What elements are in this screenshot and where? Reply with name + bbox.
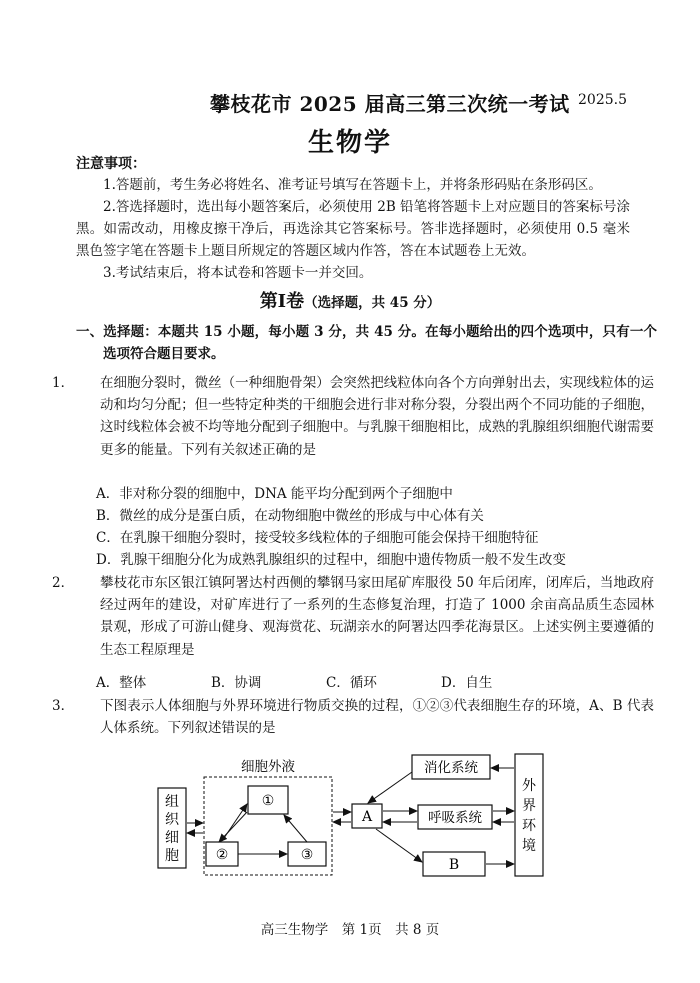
question-stem: 在细胞分裂时，微丝（一种细胞骨架）会突然把线粒体向各个方向弹射出去，实现线粒体的运动和均匀分配；但一些特定种类的干细胞会进行非对称分裂，分裂出两个不同功能的子细胞，这时线粒体会被不均等地分配到子细胞中。与乳腺干细胞相比，成熟的乳腺组织细胞代谢需要更多的能量。下列有关叙述正确的是 — [100, 375, 654, 458]
subject-title: 生物学 — [307, 128, 392, 158]
node-2-label: ② — [215, 847, 229, 863]
q1-option-c: C．在乳腺干细胞分裂时，接受较多线粒体的子细胞可能会保持干细胞特征 — [96, 530, 539, 546]
section-subtitle: （选择题，共 45 分） — [304, 295, 441, 311]
question-stem: 攀枝花市东区银江镇阿署达村西侧的攀钢马家田尾矿库服役 50 年后闭库，闭库后，当地政府经过两年的建设，对矿库进行了一系列的生态修复治理，打造了 1000 余亩高品质生态园林景观，形成了可游山健身、观海赏花、玩湖亲水的阿署达四季花海景区。上述实例主要遵循的生态工程原理是 — [100, 575, 654, 658]
environment-char-4: 境 — [522, 838, 536, 854]
arrow-3-to-1 — [284, 815, 307, 842]
question-number: 3． — [52, 698, 75, 714]
exam-date: 2025.5 — [578, 92, 627, 108]
environment-char-2: 界 — [522, 798, 536, 814]
page-footer: 高三生物学 第 1页 共 8 页 — [260, 922, 440, 938]
environment-char-3: 环 — [522, 818, 536, 834]
arrow-a-to-b — [376, 829, 422, 862]
node-a-label: A — [361, 809, 373, 825]
q1-option-d: D．乳腺干细胞分化为成熟乳腺组织的过程中，细胞中遗传物质一般不发生改变 — [96, 552, 566, 568]
node-b-label: B — [448, 857, 460, 873]
exam-title: 攀枝花市 2025 届高三第三次统一考试 — [210, 92, 570, 116]
tissue-cell-char-3: 细 — [165, 830, 179, 846]
question-number: 1． — [52, 375, 75, 391]
q1-option-a: A．非对称分裂的细胞中，DNA 能平均分配到两个子细胞中 — [96, 486, 453, 502]
notice-item-3: 3.考试结束后，将本试卷和答题卡一并交回。 — [103, 265, 373, 281]
q2-option-a: A．整体 — [96, 675, 147, 691]
notice-item-1: 1.答题前，考生务必将姓名、准考证号填写在答题卡上，并将条形码贴在条形码区。 — [103, 177, 602, 193]
notice-heading: 注意事项： — [76, 156, 146, 172]
environment-box — [515, 754, 543, 876]
tissue-cell-char-2: 织 — [165, 812, 179, 828]
node-3-label: ③ — [300, 847, 314, 863]
tissue-cell-char-4: 胞 — [165, 848, 179, 864]
section-instruction: 一、选择题：本题共 15 小题，每小题 3 分，共 45 分。在每小题给出的四个选项中，只有一个选项符合题目要求。 — [76, 324, 657, 363]
q1-option-b: B．微丝的成分是蛋白质，在动物细胞中微丝的形成与中心体有关 — [96, 508, 484, 524]
question-stem: 下图表示人体细胞与外界环境进行物质交换的过程，①②③代表细胞生存的环境，A、B 代表人体系统。下列叙述错误的是 — [100, 698, 654, 737]
respiratory-label: 呼吸系统 — [428, 810, 482, 826]
q2-option-d: D．自生 — [441, 675, 493, 691]
extracellular-label: 细胞外液 — [241, 759, 295, 775]
node-1-label: ① — [261, 793, 275, 809]
q2-option-b: B．协调 — [211, 675, 262, 691]
tissue-cell-char-1: 组 — [165, 794, 179, 810]
q2-option-c: C．循环 — [326, 675, 377, 691]
arrow-digestive-to-a — [368, 772, 412, 803]
section-title: 第Ⅰ卷 — [259, 291, 305, 312]
digestive-label: 消化系统 — [424, 760, 478, 776]
question-number: 2． — [52, 575, 75, 591]
environment-char-1: 外 — [522, 778, 536, 794]
notice-item-2: 2.答选择题时，选出每小题答案后，必须使用 2B 铅笔将答题卡上对应题目的答案标号涂黑。如需改动，用橡皮擦干净后，再选涂其它答案标号。答非选择题时，必须使用 0.5 毫米黑色签字笔在答题卡上题目所规定的答题区域内作答，答在本试题卷上无效。 — [76, 199, 630, 260]
arrow-1-to-2 — [219, 812, 247, 842]
